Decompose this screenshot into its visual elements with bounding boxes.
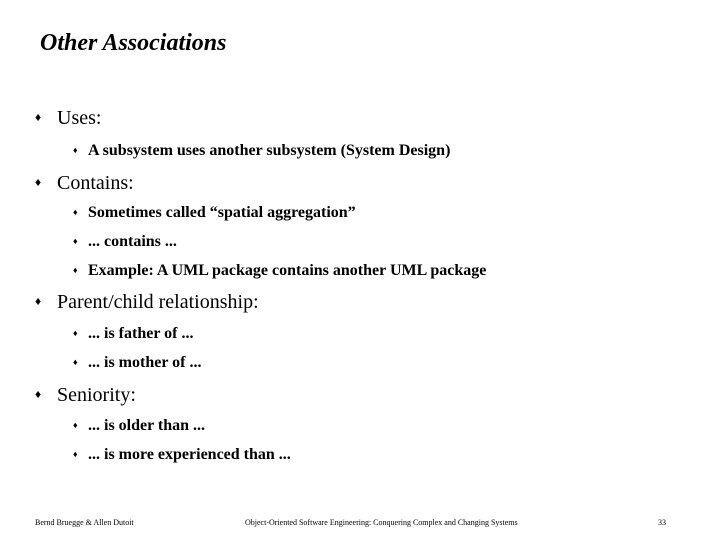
sub-bullet: ♦ ... is father of ... — [73, 325, 194, 342]
small-diamond-bullet-icon: ♦ — [73, 420, 78, 430]
small-diamond-bullet-icon: ♦ — [73, 449, 78, 459]
bullet-seniority: ♦ Seniority: — [35, 384, 136, 406]
small-diamond-bullet-icon: ♦ — [73, 236, 78, 246]
footer-authors: Bernd Bruegge & Allen Dutoit — [35, 518, 134, 527]
footer-course: Object-Oriented Software Engineering: Conquering Complex and Changing Systems — [245, 518, 518, 527]
bullet-contains: ♦ Contains: — [35, 172, 134, 194]
sub-bullet: ♦ A subsystem uses another subsystem (System Design) — [73, 142, 451, 159]
small-diamond-bullet-icon: ♦ — [73, 207, 78, 217]
diamond-bullet-icon: ♦ — [35, 175, 42, 189]
sub-bullet: ♦ ... contains ... — [73, 233, 177, 250]
bullet-parent-child: ♦ Parent/child relationship: — [35, 291, 259, 313]
small-diamond-bullet-icon: ♦ — [73, 328, 78, 338]
small-diamond-bullet-icon: ♦ — [73, 265, 78, 275]
diamond-bullet-icon: ♦ — [35, 387, 42, 401]
bullet-uses: ♦ Uses: — [35, 107, 102, 129]
small-diamond-bullet-icon: ♦ — [73, 145, 78, 155]
footer-page-number: 33 — [658, 518, 666, 527]
sub-bullet: ♦ ... is mother of ... — [73, 354, 202, 371]
sub-bullet: ♦ ... is older than ... — [73, 417, 206, 434]
sub-bullet: ♦ Sometimes called “spatial aggregation” — [73, 204, 356, 221]
slide-title: Other Associations — [40, 30, 227, 56]
small-diamond-bullet-icon: ♦ — [73, 357, 78, 367]
diamond-bullet-icon: ♦ — [35, 294, 42, 308]
sub-bullet: ♦ ... is more experienced than ... — [73, 446, 291, 463]
sub-bullet: ♦ Example: A UML package contains another UML package — [73, 262, 487, 279]
diamond-bullet-icon: ♦ — [35, 110, 42, 124]
